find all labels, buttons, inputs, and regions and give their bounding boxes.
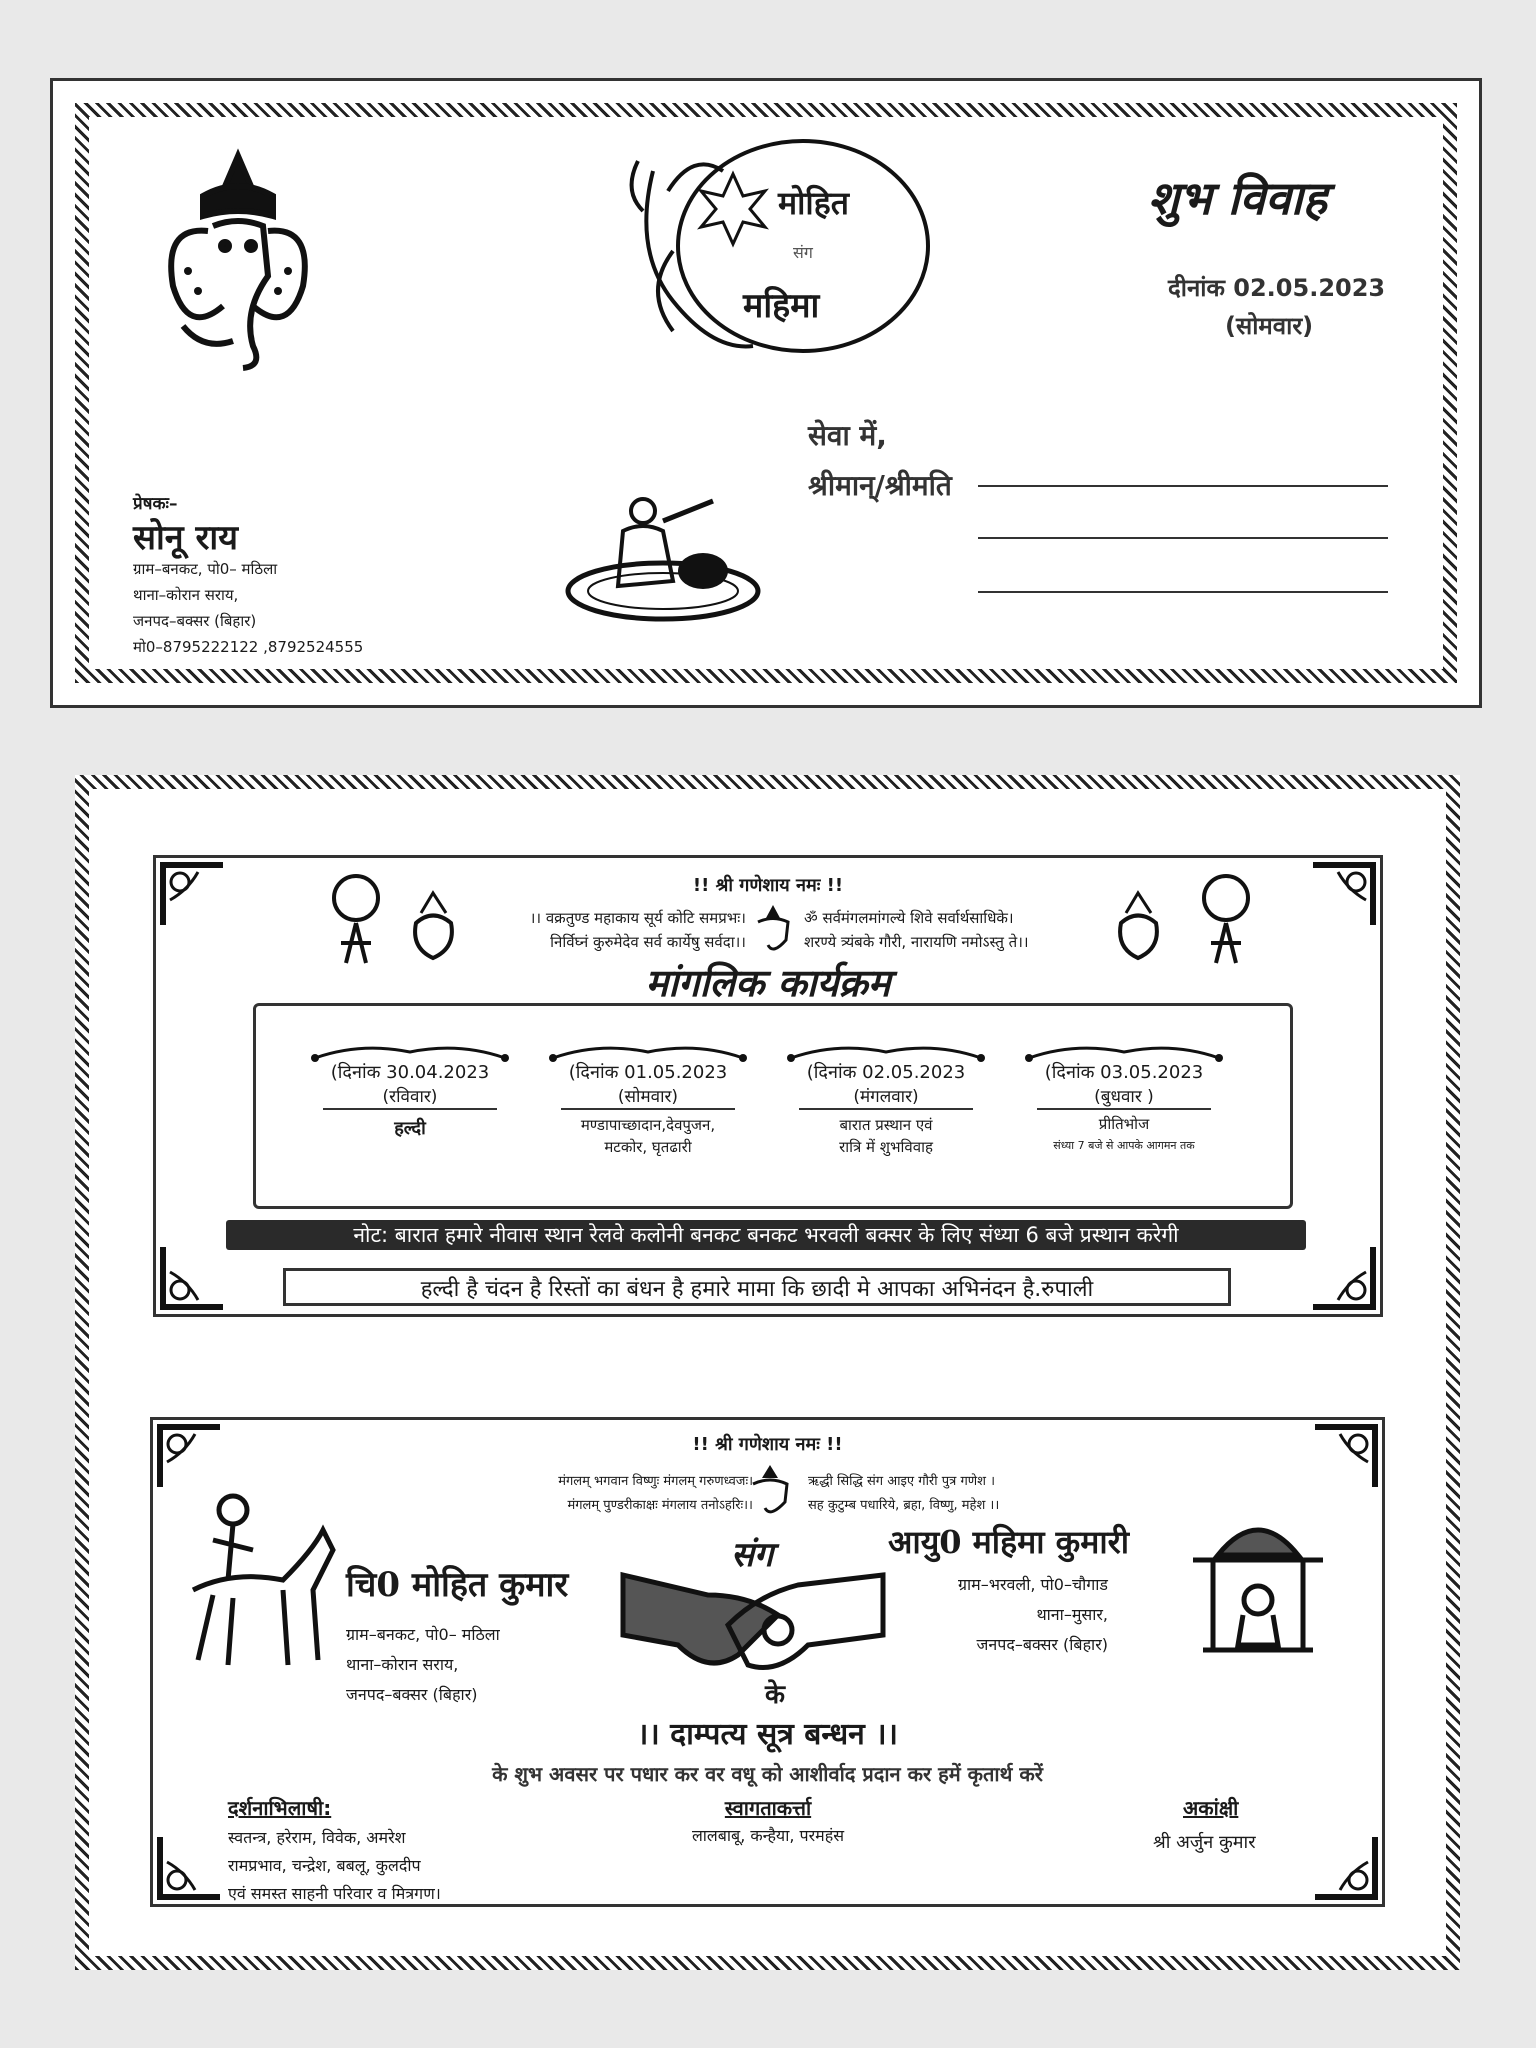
events-row	[311, 1038, 1241, 1178]
event-divider	[323, 1108, 497, 1110]
swagat-names: लालबाबू, कन्हैया, परमहंस	[691, 1826, 845, 1845]
event-note: संध्या 7 बजे से आपके आगमन तक	[1053, 1139, 1195, 1152]
monogram-sang: संग	[793, 243, 813, 262]
event-card	[549, 1038, 747, 1178]
event-day: (मंगलवार)	[853, 1087, 919, 1107]
address-line-3	[978, 591, 1388, 593]
program-title: मांगलिक कार्यक्रम	[645, 960, 891, 1005]
event-divider	[799, 1108, 973, 1110]
sender-label: प्रेषकः–	[133, 494, 178, 514]
event-divider	[561, 1108, 735, 1110]
monogram-frame	[613, 131, 933, 381]
event-day: (बुधवार )	[1094, 1087, 1154, 1107]
envelope-card	[50, 78, 1482, 708]
kalash-icon	[1111, 888, 1166, 963]
sender-address-line: ग्राम–बनकट, पो0– मठिला	[133, 560, 278, 578]
haldi-line: हल्दी है चंदन है रिस्तों का बंधन है हमारे मामा कि छादी मे आपका अभिनंदन है.रुपाली	[283, 1268, 1231, 1306]
groom-address-line: थाना–कोरान सराय,	[346, 1655, 459, 1674]
bride-name: आयु0 महिमा कुमारी	[888, 1523, 1130, 1561]
seva-me-label: सेवा में,	[808, 419, 887, 452]
event-date: (दिनांक 01.05.2023	[568, 1062, 728, 1083]
doli-palanquin-icon	[1183, 1500, 1333, 1660]
corner-ornament-icon	[1310, 1832, 1380, 1902]
shloka-line: निर्विघ्नं कुरुमेदेव सर्व कार्येषु सर्वदा।।	[550, 933, 746, 951]
scroll-top-icon	[549, 1038, 747, 1062]
invite-panel	[150, 1417, 1385, 1907]
program-panel	[153, 855, 1383, 1317]
event-desc-line: मटकोर, घृतढारी	[604, 1138, 692, 1156]
program-salutation: !! श्री गणेशाय नमः !!	[692, 875, 844, 896]
event-desc: प्रीतिभोज	[1098, 1115, 1150, 1133]
groom-name: चि0 मोहित कुमार	[346, 1565, 569, 1605]
event-card	[787, 1038, 985, 1178]
bandhan-title: ।। दाम्पत्य सूत्र बन्धन ।।	[636, 1717, 899, 1752]
groom-address-line: जनपद–बक्सर (बिहार)	[346, 1685, 478, 1704]
ganesha-small-icon	[748, 900, 798, 955]
namaste-figure-icon	[321, 868, 391, 968]
akanshi-label: अकांक्षी	[1183, 1796, 1239, 1820]
event-desc	[787, 1114, 985, 1158]
program-shloka-left	[481, 906, 746, 954]
bride-address-line: ग्राम–भरवली, पो0–चौगाड	[957, 1575, 1108, 1594]
shriman-label: श्रीमान्/श्रीमति	[808, 469, 952, 502]
shehnai-player-icon	[563, 491, 763, 626]
invite-salutation: !! श्री गणेशाय नमः !!	[692, 1434, 843, 1455]
scroll-top-icon	[787, 1038, 985, 1062]
sender-address-line: जनपद–बक्सर (बिहार)	[133, 612, 257, 630]
invitation-card	[75, 775, 1460, 1970]
sender-address-line: थाना–कोरान सराय,	[133, 586, 239, 604]
event-date: (दिनांक 03.05.2023	[1044, 1062, 1204, 1083]
monogram-bride: महिमा	[743, 286, 820, 326]
sang-label: संग	[731, 1535, 774, 1575]
groom-address-line: ग्राम–बनकट, पो0– मठिला	[346, 1625, 500, 1644]
shloka-line: सह कुटुम्ब पधारिये, ब्रहा, विष्णु, महेश ।।	[808, 1498, 1000, 1513]
darshan-name-line: स्वतन्त्र, हरेराम, विवेक, अमरेश	[228, 1828, 406, 1847]
event-date: (दिनांक 30.04.2023	[330, 1062, 490, 1083]
scroll-top-icon	[311, 1038, 509, 1062]
event-desc	[549, 1114, 747, 1158]
bride-address-line: थाना–मुसार,	[1036, 1605, 1108, 1624]
event-card	[1025, 1038, 1223, 1178]
bride-address	[913, 1570, 1108, 1660]
ganesha-small-icon	[743, 1460, 798, 1520]
horse-rider-icon	[173, 1480, 343, 1680]
corner-ornament-icon	[155, 1832, 225, 1902]
event-divider	[1037, 1108, 1211, 1110]
shloka-line: शरण्ये त्र्यंबके गौरी, नारायणि नमोऽस्तु ते।।	[804, 933, 1029, 951]
event-day: (रविवार)	[382, 1087, 438, 1107]
sender-name: सोनू राय	[133, 518, 238, 558]
swagat-label: स्वागताकर्त्ता	[724, 1796, 812, 1820]
invite-shloka-right	[808, 1470, 999, 1518]
shubh-vivah-title: शुभ विवाह	[1148, 171, 1328, 225]
sender-address	[133, 556, 363, 660]
namaste-figure-icon	[1191, 868, 1261, 968]
corner-ornament-icon	[158, 1242, 228, 1312]
akanshi-name: श्री अर्जुन कुमार	[1153, 1832, 1256, 1853]
event-day: (सोमवार)	[617, 1087, 679, 1107]
darshan-name-line: रामप्रभाव, चन्द्रेश, बबलू, कुलदीप	[228, 1856, 421, 1875]
program-shloka-right	[804, 906, 1029, 954]
event-desc-line: बारात प्रस्थान एवं	[839, 1116, 933, 1134]
bride-address-line: जनपद–बक्सर (बिहार)	[976, 1635, 1108, 1654]
event-date: (दिनांक 02.05.2023	[806, 1062, 966, 1083]
address-line-2	[978, 537, 1388, 539]
event-desc-line: मण्डापाच्छादान,देवपुजन,	[580, 1116, 716, 1134]
darshan-names	[228, 1824, 441, 1908]
event-desc: हल्दी	[394, 1118, 426, 1139]
event-desc-line: रात्रि में शुभविवाह	[839, 1138, 933, 1156]
ganesha-icon	[143, 136, 333, 376]
invite-shloka-left	[353, 1470, 753, 1518]
invite-line: के शुभ अवसर पर पधार कर वर वधू को आशीर्वाद प्रदान कर हमें कृतार्थ करें	[492, 1762, 1043, 1786]
shloka-line: ।। वक्रतुण्ड महाकाय सूर्य कोटि समप्रभः।	[529, 909, 746, 927]
shloka-line: ॐ सर्वमंगलमांगल्ये शिवे सर्वार्थसाधिके।	[804, 909, 1014, 927]
envelope-date: दीनांक 02.05.2023	[1168, 274, 1386, 302]
kalash-icon	[406, 888, 461, 963]
groom-address	[346, 1620, 500, 1710]
scroll-top-icon	[1025, 1038, 1223, 1062]
address-line-1	[978, 485, 1388, 487]
sender-mobile: मो0–8795222122 ,8792524555	[133, 638, 364, 656]
corner-ornament-icon	[1308, 1242, 1378, 1312]
monogram-groom: मोहित	[778, 184, 849, 222]
notice-banner: नोट: बारात हमारे नीवास स्थान रेलवे कलोनी बनकट बनकट भरवली बक्सर के लिए संध्या 6 बजे प्रस्थान करेगी	[226, 1220, 1306, 1250]
envelope-day: (सोमवार)	[1225, 312, 1314, 340]
ke-label: के	[765, 1680, 785, 1710]
shloka-line: मंगलम् भगवान विष्णुः मंगलम् गरुणध्वजः।	[558, 1474, 753, 1489]
darshan-label: दर्शनाभिलाषी:	[228, 1796, 332, 1820]
shloka-line: ऋद्धी सिद्धि संग आइए गौरी पुत्र गणेश ।	[808, 1474, 996, 1489]
event-card	[311, 1038, 509, 1178]
darshan-name-line: एवं समस्त साहनी परिवार व मित्रगण।	[228, 1884, 441, 1903]
shloka-line: मंगलम् पुण्डरीकाक्षः मंगलाय तनोऽहरिः।।	[567, 1498, 753, 1513]
